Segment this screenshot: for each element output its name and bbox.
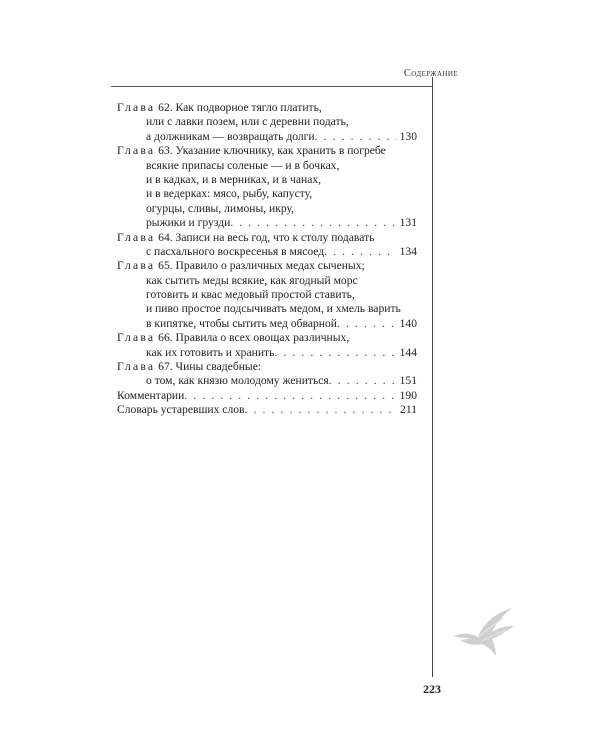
chapter-label: Глава [117, 360, 156, 374]
toc-line [117, 115, 417, 129]
toc-line [117, 331, 417, 345]
entry-text: рыжики и грузди [146, 216, 231, 230]
dot-leader [184, 389, 396, 403]
page-ref: 140 [399, 316, 417, 330]
toc-line [117, 202, 417, 216]
entry-text: а должникам — возвращать долги [146, 129, 315, 143]
toc-line [117, 216, 417, 230]
dot-leader [324, 245, 396, 259]
toc-line [117, 231, 417, 245]
toc-line [117, 346, 417, 360]
entry-text: и пиво простое подсычивать медом, и хмель варить [146, 302, 401, 316]
header-rule [111, 86, 432, 87]
running-head: Содержание [403, 68, 458, 79]
entry-text: и в кадках, и в мерниках, и в чанах, [146, 172, 322, 186]
entry-text: 64. Записи на весь год, что к столу подавать [158, 230, 375, 244]
toc-line [117, 403, 417, 417]
dot-leader [230, 216, 396, 230]
toc-line [117, 389, 417, 403]
toc-line [117, 101, 417, 115]
page-ref: 130 [399, 129, 417, 143]
entry-text: как их готовить и хранить [146, 345, 275, 359]
toc-line [117, 302, 417, 316]
page-ref: 211 [400, 403, 417, 417]
toc-line [117, 159, 417, 173]
page-ref: 190 [399, 388, 417, 402]
toc-line [117, 173, 417, 187]
entry-text: готовить и квас медовый простой ставить, [146, 288, 355, 302]
entry-text: и в ведерках: мясо, рыбу, капусту, [146, 187, 313, 201]
dot-leader [337, 317, 397, 331]
entry-text: с пасхального воскресенья в мясоед [146, 244, 325, 258]
entry-text: всякие припасы соленые — и в бочках, [146, 158, 340, 172]
page-number: 223 [423, 682, 441, 696]
toc-line [117, 317, 417, 331]
entry-text: 65. Правило о различных медах сыченых; [158, 259, 365, 273]
entry-text: 67. Чины свадебные: [158, 360, 262, 374]
page-ref: 144 [399, 345, 417, 359]
margin-rule [432, 77, 433, 677]
toc-line [117, 130, 417, 144]
chapter-label: Глава [117, 101, 156, 114]
toc-line [117, 274, 417, 288]
dot-leader [329, 374, 397, 388]
chapter-label: Глава [117, 230, 156, 244]
dot-leader [245, 403, 398, 417]
toc-line [117, 360, 417, 374]
page-ref: 131 [399, 216, 417, 230]
bird-ornament-icon [452, 606, 516, 658]
toc-line [117, 374, 417, 388]
toc-line [117, 288, 417, 302]
chapter-label: Глава [117, 144, 156, 158]
toc-line [117, 245, 417, 259]
entry-text: Словарь устаревших слов [117, 403, 245, 417]
dot-leader [315, 130, 397, 144]
entry-text: Комментарии [117, 388, 185, 402]
entry-text: о том, как князю молодому жениться [146, 374, 329, 388]
dot-leader [274, 346, 396, 360]
entry-text: 66. Правила о всех овощах различных, [158, 331, 350, 345]
entry-text: огурцы, сливы, лимоны, икру, [146, 201, 295, 215]
entry-text: или с лавки позем, или с деревни подать, [146, 115, 349, 129]
toc-line [117, 259, 417, 273]
page-ref: 151 [399, 374, 417, 388]
entry-text: в кипятке, чтобы сытить мед обварной [146, 316, 337, 330]
entry-text: 62. Как подворное тягло платить, [158, 101, 322, 114]
entry-text: как сытить меды всякие, как ягодный морс [146, 273, 358, 287]
chapter-label: Глава [117, 259, 156, 273]
chapter-label: Глава [117, 331, 156, 345]
toc-line [117, 144, 417, 158]
toc-line [117, 187, 417, 201]
entry-text: 63. Указание ключнику, как хранить в погребе [158, 144, 386, 158]
table-of-contents [117, 101, 417, 418]
page-ref: 134 [399, 244, 417, 258]
